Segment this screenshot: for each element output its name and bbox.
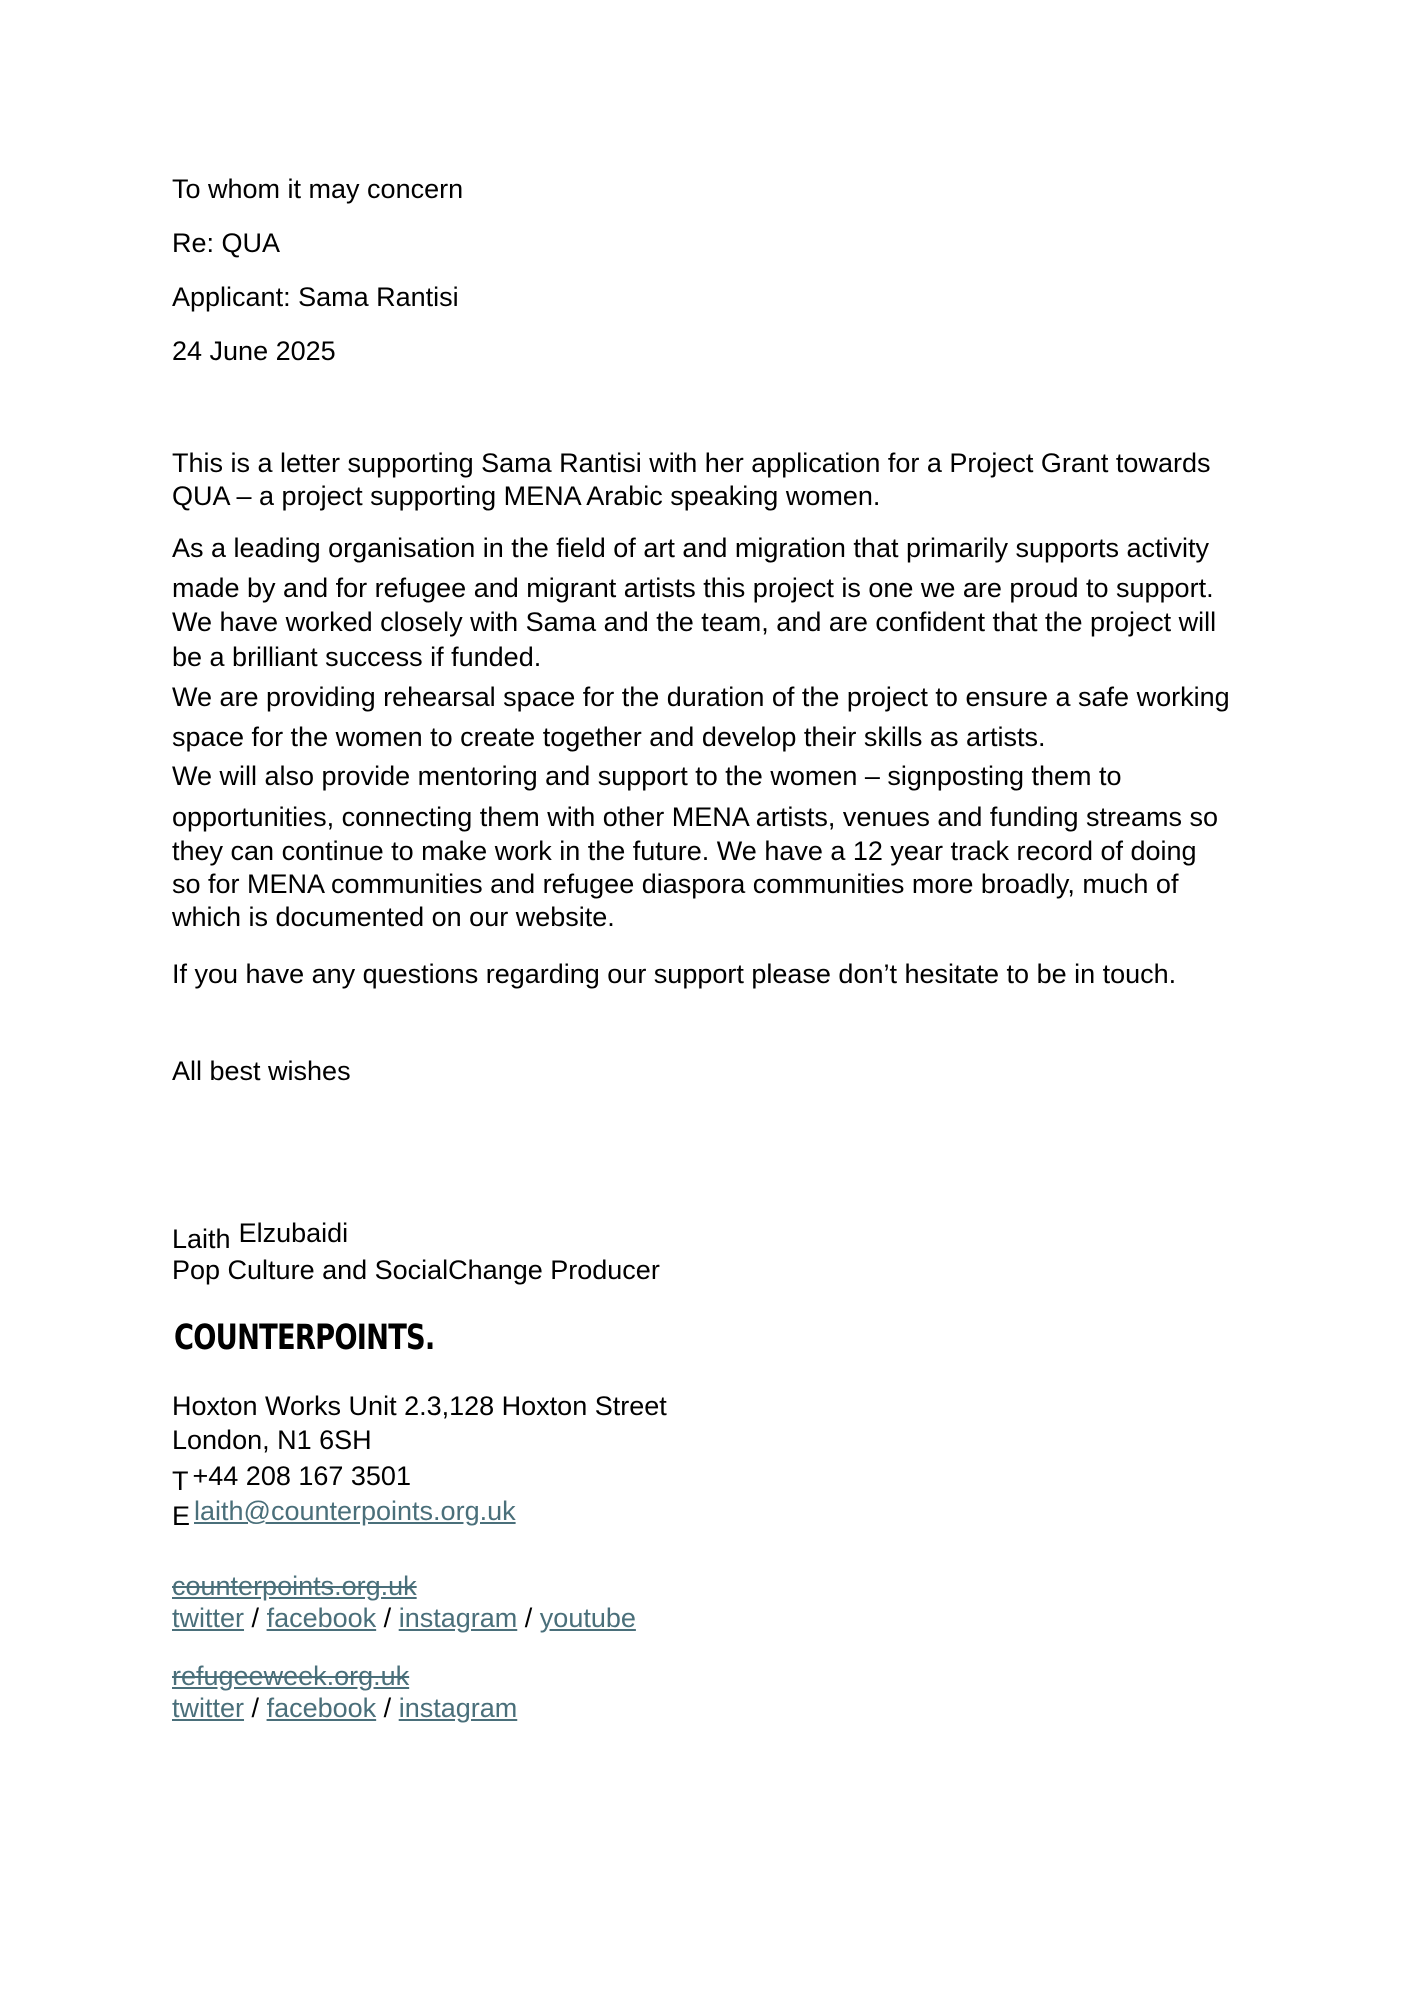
refugeeweek-facebook-link[interactable]: facebook [266, 1693, 377, 1723]
paragraph-5: If you have any questions regarding our support please don’t hesitate to be in touch. [172, 959, 1177, 989]
salutation: To whom it may concern [172, 174, 464, 204]
phone-line [172, 1459, 411, 1496]
signature-title: Pop Culture and SocialChange Producer [172, 1255, 660, 1285]
paragraph-line: space for the women to create together and develop their skills as artists. [172, 722, 1046, 752]
paragraph-line: opportunities, connecting them with other MENA artists, venues and funding streams so [172, 802, 1219, 832]
closing: All best wishes [172, 1056, 351, 1086]
site1-social-line [172, 1601, 636, 1635]
signature-name [172, 1216, 349, 1254]
separator: / [524, 1603, 533, 1633]
refugeeweek-twitter-link[interactable]: twitter [172, 1693, 245, 1723]
site1-line [172, 1569, 417, 1603]
paragraph-line: We will also provide mentoring and support to the women – signposting them to [172, 761, 1122, 791]
paragraph-line: so for MENA communities and refugee diaspora communities more broadly, much of [172, 869, 1179, 899]
paragraph-line: We have worked closely with Sama and the team, and are confident that the project will [172, 607, 1217, 637]
counterpoints-instagram-link[interactable]: instagram [398, 1603, 518, 1633]
phone-number: +44 208 167 3501 [192, 1461, 411, 1491]
counterpoints-site-link[interactable]: counterpoints.org.uk [172, 1571, 417, 1601]
address-line-2: London, N1 6SH [172, 1425, 372, 1455]
email-link[interactable]: laith@counterpoints.org.uk [194, 1496, 516, 1526]
paragraph-line: made by and for refugee and migrant artists this project is one we are proud to support. [172, 573, 1214, 603]
signature-first-name: Laith [172, 1224, 231, 1254]
separator: / [383, 1603, 392, 1633]
counterpoints-facebook-link[interactable]: facebook [266, 1603, 377, 1633]
separator: / [251, 1693, 260, 1723]
phone-label: T [172, 1466, 189, 1496]
paragraph-line: they can continue to make work in the future. We have a 12 year track record of doing [172, 836, 1197, 866]
paragraph-line: We are providing rehearsal space for the duration of the project to ensure a safe working [172, 682, 1230, 712]
counterpoints-youtube-link[interactable]: youtube [539, 1603, 636, 1633]
counterpoints-logo: COUNTERPOINTS. [174, 1318, 435, 1358]
address-line-1: Hoxton Works Unit 2.3,128 Hoxton Street [172, 1391, 667, 1421]
paragraph-line: This is a letter supporting Sama Rantisi with her application for a Project Grant towards [172, 448, 1211, 478]
re-line: Re: QUA [172, 228, 281, 258]
site2-line [172, 1659, 409, 1693]
paragraph-line: QUA – a project supporting MENA Arabic speaking women. [172, 481, 881, 511]
applicant-line: Applicant: Sama Rantisi [172, 282, 459, 312]
paragraph-line: which is documented on our website. [172, 902, 615, 932]
refugeeweek-instagram-link[interactable]: instagram [398, 1693, 518, 1723]
paragraph-line: be a brilliant success if funded. [172, 642, 542, 672]
email-label: E [172, 1501, 191, 1531]
site2-social-line [172, 1691, 517, 1725]
paragraph-line: As a leading organisation in the field of art and migration that primarily supports activity [172, 533, 1210, 563]
counterpoints-twitter-link[interactable]: twitter [172, 1603, 245, 1633]
email-line [172, 1494, 516, 1531]
separator: / [383, 1693, 392, 1723]
date-line: 24 June 2025 [172, 336, 336, 366]
signature-last-name: Elzubaidi [238, 1218, 349, 1248]
refugeeweek-site-link[interactable]: refugeeweek.org.uk [172, 1661, 410, 1691]
separator: / [251, 1603, 260, 1633]
